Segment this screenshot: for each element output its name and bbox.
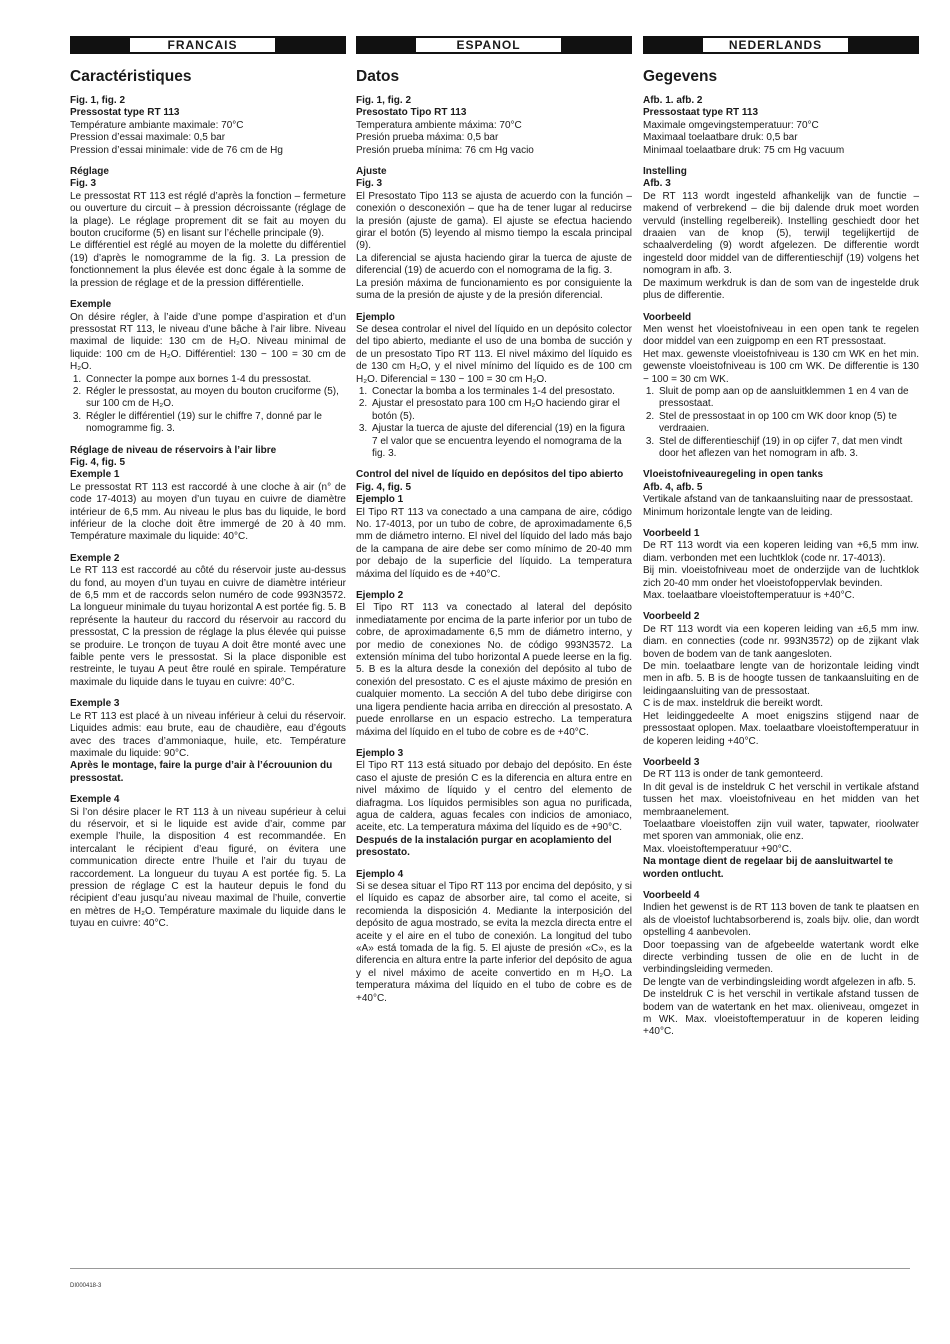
column-body: [70, 95, 346, 931]
bold-note: Na montage dient de regelaar bij de aansluitwartel te worden ontlucht.: [643, 856, 894, 880]
column-body: [643, 95, 919, 1039]
paragraph: Le pressostat RT 113 est réglé d’après la fonction – fermeture ou ouverture du circuit – à pression décroissante (réglage de la plage). Le réglage proprement dit se fait au moyen du bouton cruciforme (5) en lisant sur l’échelle principale (9).: [70, 190, 346, 240]
section-heading: Ejemplo 1: [356, 494, 404, 506]
list-item: 2. Ajustar el presostato para 100 cm H₂O haciendo girar el botón (5).: [370, 398, 632, 423]
content-section: [643, 528, 919, 602]
list-item: 3. Ajustar la tuerca de ajuste del diferencial (19) en la figura 7 el valor que se encuentra leyendo el nomograma de la fig. 3.: [370, 423, 632, 460]
numbered-list: [643, 386, 919, 460]
column-body: [356, 95, 632, 1005]
paragraph: De min. toelaatbare lengte van de horizontale leiding vindt men in afb. 5. B is de hoogte tussen de tankaansluiting en de leidingaansluiting van de pressostaat.: [643, 661, 919, 697]
paragraph: Le RT 113 est placé à un niveau inférieur à celui du réservoir. Liquides admis: eau brute, eau de chaudière, eau d’égouts avec des traces d’ammoniaque, huile, etc. Température maximale du liquide: 90°C.: [70, 710, 346, 759]
bold-note: Après le montage, faire la purge d’air à l’écrouunion du pressostat.: [70, 760, 333, 784]
section-heading: Voorbeeld 4: [643, 889, 700, 901]
paragraph: Le pressostat RT 113 est raccordé à une cloche à air (n° de code 17-4013) au moyen d’un tuyau en cuivre de diamètre intérieur de 6,5 mm. Au niveau le plus bas du liquide, le bord inférieur de la cloche doit être immergé de 20 à 40 mm. Température maximale du liquide: 40°C.: [70, 481, 346, 543]
content-section: [643, 757, 919, 881]
paragraph: In dit geval is de insteldruk C het verschil in vertikale afstand tussen het max. vloeistofniveau en het midden van het membraanelement.: [643, 781, 919, 818]
paragraph: Door toepassing van de afgebeelde watertank wordt elke directe verbinding tussen de olie en de lucht in de verbindingsleiding vermeden.: [643, 939, 919, 976]
column-espanol: [356, 36, 632, 1014]
paragraph: Toelaatbare vloeistoffen zijn vuil water, tapwater, rioolwater met sporen van ammoniak, olie enz.: [643, 818, 919, 843]
list-item: 3. Régler le différentiel (19) sur le chiffre 7, donné par le nomogramme fig. 3.: [84, 411, 346, 436]
section-heading: Voorbeeld 2: [643, 611, 700, 623]
section-title: Caractéristiques: [70, 68, 192, 85]
section-heading: Voorbeeld 3: [643, 756, 700, 768]
section-heading: Fig. 1, fig. 2: [70, 95, 126, 106]
paragraph: Si l’on désire placer le RT 113 à un niveau supérieur à celui du réservoir, et si le liquide est avide d’air, comme par exemple l’huile, la disposition 4 est recommandée. En intercalant le récipient d’eau figuré, on évitera une communication directe entre l’huile et l’air du tuyau de raccordement. La longueur du tuyau A est portée fig. 5. La pression de réglage C est la hauteur depuis le fond du récipient d’eau jusqu’au niveau maximal de l’huile, convertie en mètres de H₂O. Température maximale du liquide dans le tuyau en cuivre: 40°C.: [70, 806, 346, 930]
section-title: Gegevens: [643, 68, 718, 85]
paragraph: El Tipo RT 113 va conectado al lateral del depósito inmediatamente por encima de la parte inferior por un tubo de cobre, de aproximadamente 6,5 mm de diámetro interno, y por medio de conexiones No. de código 993N3572. La extensión mínima del tubo horizontal A puede leerse en la fig. 5. B es la altura desde la conexión del depósito al tubo de conexión del presostato. C es el ajuste máximo de presión en cualquier momento. La sección A del tubo debe dirigirse con una ligera pendiente hacia arriba en dirección al presostato. A puede enrollarse en un espacio estrecho. La temperatura máxima del líquido en el tubo de cobre es de +40°C.: [356, 602, 632, 738]
paragraph: On désire régler, à l’aide d’une pompe d’aspiration et d’un pressostat RT 113, le niveau d’une bâche à l’air libre. Niveau maximal de liquide: 130 cm de H₂O. Niveau minimal de liquide: 100 cm de H₂O. Différentiel: 130 − 100 = 30 cm de H₂O.: [70, 311, 346, 373]
column-francais: [70, 36, 346, 940]
paragraph: Max. toelaatbare vloeistoftemperatuur is +40°C.: [643, 590, 855, 602]
content-section: [70, 95, 346, 157]
language-header-bar: [643, 36, 919, 54]
paragraph: Le différentiel est réglé au moyen de la molette du différentiel (19) d’après le nomogramme de la fig. 3. La pression de fonctionnement la plus élevée est donc égale à la somme de la pression de réglage et de la pression différentielle.: [70, 240, 346, 289]
list-item: 1. Connecter la pompe aux bornes 1-4 du pressostat.: [84, 374, 346, 386]
paragraph: La presión máxima de funcionamiento es por consiguiente la suma de la presión de ajuste y de la presión diferencial.: [356, 277, 632, 302]
section-heading: Ejemplo: [356, 311, 395, 323]
language-label: FRANCAIS: [130, 38, 275, 52]
section-heading: Réglage de niveau de réservoirs à l’air libre: [70, 444, 277, 456]
paragraph: De RT 113 wordt via een koperen leiding van +6,5 mm inw. diam. verbonden met een luchtklok (code nr. 17-4013).: [643, 540, 919, 564]
section-heading: Vloeistofniveauregeling in open tanks: [643, 469, 824, 481]
language-header-bar: [70, 36, 346, 54]
section-heading: Exemple 2: [70, 552, 120, 564]
spec-lines: Maximale omgevingstemperatuur: 70°C Maximaal toelaatbare druk: 0,5 bar Minimaal toelaatbare druk: 75 cm Hg vacuum: [643, 119, 845, 156]
section-title: Datos: [356, 68, 400, 85]
paragraph: De RT 113 wordt ingesteld afhankelijk van de functie – makend of verbrekend – die bij dalende druk moet worden vervuld (instelling regelbereik). Instelling geschiedt door het draaien van de knop (5), terwijl tegelijkertijd de schaalverdeling (9) wordt afgelezen. De differentie wordt ingesteld door middel van de differentieschijf (19) volgens het nomogram in afb. 3.: [643, 190, 919, 277]
language-header-bar: [356, 36, 632, 54]
section-heading: Pressostaat type RT 113: [643, 107, 759, 119]
content-section: [70, 166, 346, 290]
paragraph: De lengte van de verbindingsleiding wordt afgelezen in afb. 5.: [643, 976, 916, 988]
paragraph: Indien het gewenst is de RT 113 boven de tank te plaatsen en als de vloeistof luchtabsorberend is, zoals bijv. olie, dan wordt opstelling 4 aanbevolen.: [643, 902, 919, 939]
section-heading: Fig. 4, fig. 5: [70, 456, 126, 468]
section-heading: Fig. 1, fig. 2: [356, 95, 412, 106]
list-item: 1. Conectar la bomba a los terminales 1-4 del presostato.: [370, 386, 632, 398]
paragraph: Se desea controlar el nivel del líquido en un depósito colector del tipo abierto, mediante el uso de una bomba de succión y de un presostato Tipo RT 113. El nivel máximo del líquido es de 130 cm H₂O, y el nivel mínimo del líquido es de 100 cm H₂O. Diferencial = 130 − 100 = 30 cm H₂O.: [356, 323, 632, 385]
paragraph: El Presostato Tipo 113 se ajusta de acuerdo con la función – conexión o desconexión – que ha de tener lugar al reducirse la presión (ajuste de gama). El ajuste se efectua haciendo girar el botón (5) leyendo al mismo tiempo la escala principal (9).: [356, 190, 632, 252]
section-heading: Exemple: [70, 299, 112, 311]
section-heading: Pressostat type RT 113: [70, 107, 180, 119]
section-heading: Control del nivel de líquido en depósitos del tipo abierto: [356, 469, 624, 481]
paragraph: De RT 113 is onder de tank gemonteerd.: [643, 769, 824, 781]
list-item: 2. Stel de pressostaat in op 100 cm WK door knop (5) te verdraaien.: [657, 411, 919, 436]
list-item: 2. Régler le pressostat, au moyen du bouton cruciforme (5), sur 100 cm de H₂O.: [84, 386, 346, 411]
section-heading: Instelling: [643, 166, 687, 178]
numbered-list: [356, 386, 632, 460]
paragraph: Vertikale afstand van de tankaansluiting naar de pressostaat.: [643, 494, 914, 506]
paragraph: De insteldruk C is het verschil in vertikale afstand tussen de bodem van de watertank en het max. olieniveau, omgezet in m WK. Max. vloeistoftemperatuur in de koperen leiding +40°C.: [643, 989, 919, 1038]
content-section: [643, 95, 919, 157]
content-section: [70, 445, 346, 544]
bold-note: Después de la instalación purgar en acoplamiento del presostato.: [356, 834, 612, 859]
content-section: [643, 469, 919, 519]
section-heading: Fig. 3: [356, 178, 383, 190]
paragraph: El Tipo RT 113 está situado por debajo del depósito. En éste caso el ajuste de presión C es la diferencia en altura entre en nivel máximo de líquido y el centro del elemento de diafragma. Los líquidos permisibles son agua no purificada, agua de caldera, aguas fecales con indicios de amoniaco, aceite, etc. La temperatura máxima del líquido es de +90°C.: [356, 760, 632, 834]
paragraph: Het max. gewenste vloeistofniveau is 130 cm WK en het min. gewenste vloeistofniveau is 100 cm WK. De differentie is 130 − 100 = 30 cm WK.: [643, 348, 919, 385]
content-section: [70, 698, 346, 785]
content-section: [70, 299, 346, 435]
paragraph: Max. vloeistoftemperatuur +90°C.: [643, 843, 792, 855]
content-section: [356, 748, 632, 860]
content-section: [70, 794, 346, 930]
paragraph: Bij min. vloeistofniveau moet de onderzijde van de luchtklok zich 20-40 mm onder het vloeistofoppervlak bevinden.: [643, 565, 919, 589]
content-section: [356, 869, 632, 1005]
section-heading: Ejemplo 4: [356, 868, 404, 880]
section-heading: Voorbeeld: [643, 311, 692, 323]
section-heading: Voorbeeld 1: [643, 528, 700, 539]
paragraph: Le RT 113 est raccordé au côté du réservoir juste au-dessus du fond, au moyen d’un tuyau en cuivre de diamètre intérieur de 6,5 mm et de raccords selon numéro de code 993N3572. La longueur minimale du tuyau horizontal A est portée fig. 5. B représente la hauteur du raccord du réservoir au raccord du pressostat, C la pression de réglage la plus élevée qui puisse se produire. Le tronçon de tuyau A doit être monté avec une faible pente vers le pressostat. Si la place disponible est restreinte, le tuyau A peut être roulé en spirale. Température maximale du liquide dans le tuyau en cuivre: 40°C.: [70, 565, 346, 688]
language-label: ESPANOL: [416, 38, 561, 52]
section-heading: Exemple 4: [70, 794, 120, 806]
section-heading: Afb. 3: [643, 178, 671, 190]
content-section: [643, 312, 919, 461]
content-section: [356, 590, 632, 739]
section-heading: Exemple 3: [70, 698, 120, 710]
list-item: 1. Sluit de pomp aan op de aansluitklemmen 1 en 4 van de pressostaat.: [657, 386, 919, 411]
section-heading: Afb. 4, afb. 5: [643, 481, 703, 493]
section-heading: Presostato Tipo RT 113: [356, 107, 467, 119]
spec-lines: Température ambiante maximale: 70°C Pression d’essai maximale: 0,5 bar Pression d’essai minimale: vide de 76 cm de Hg: [70, 119, 283, 156]
paragraph: Si se desea situar el Tipo RT 113 por encima del depósito, y si el líquido es capaz de absorber aire, tal como el aceite, si recomienda la disposición 4. Mediante la interposición del depósito de agua mostrado, se evita la mezcla directa entre el aceite y el aire en el tubo de conexión. La longitud del tubo «A» está tomada de la fig. 5. El ajuste de presión «C», es la diferencia en altura entre la parte inferior del depósito de agua y el nivel máximo de aceite convertido en m H₂O. La temperatura máxima del líquido en el tubo de cobre es de +40°C.: [356, 880, 632, 1004]
content-section: [643, 166, 919, 302]
paragraph: De maximum werkdruk is dan de som van de ingestelde druk plus de differentie.: [643, 277, 919, 302]
paragraph: C is de max. insteldruk die bereikt wordt.: [643, 698, 824, 710]
section-heading: Fig. 4, fig. 5: [356, 481, 412, 493]
paragraph: Men wenst het vloeistofniveau in een open tank te regelen door middel van een zuigpomp en een RT pressostaat.: [643, 323, 919, 348]
section-heading: Ajuste: [356, 166, 387, 178]
content-section: [356, 166, 632, 302]
spec-lines: Temperatura ambiente máxima: 70°C Presión prueba máxima: 0,5 bar Presión prueba mínima: 76 cm Hg vacio: [356, 119, 534, 156]
section-heading: Exemple 1: [70, 469, 120, 481]
section-heading: Fig. 3: [70, 178, 97, 190]
section-heading: Afb. 1. afb. 2: [643, 95, 703, 106]
content-section: [356, 312, 632, 461]
content-section: [356, 469, 632, 581]
paragraph: Het leidinggedeelte A moet enigszins stijgend naar de pressostaat oplopen. Max. toelaatbare vloeistoftemperatuur in de koperen leiding +40°C.: [643, 710, 919, 747]
section-heading: Réglage: [70, 166, 109, 178]
content-section: [643, 611, 919, 747]
list-item: 3. Stel de differentieschijf (19) in op cijfer 7, dat men vindt door het aflezen van het nomogram in afb. 3.: [657, 436, 919, 461]
content-section: [356, 95, 632, 157]
paragraph: Minimum horizontale lengte van de leiding.: [643, 506, 833, 518]
document-code: DI000418-3: [70, 1283, 102, 1289]
section-heading: Ejemplo 2: [356, 590, 404, 602]
paragraph: La diferencial se ajusta haciendo girar la tuerca de ajuste de diferencial (19) de acuerdo con el nomograma de la fig. 3.: [356, 252, 632, 277]
language-label: NEDERLANDS: [703, 38, 848, 52]
footer-rule: [70, 1268, 910, 1269]
section-heading: Ejemplo 3: [356, 747, 404, 759]
column-nederlands: [643, 36, 919, 1048]
content-section: [70, 553, 346, 689]
paragraph: De RT 113 wordt via een koperen leiding van ±6,5 mm inw. diam. en connecties (code nr. 993N3572) op de zijkant vlak boven de bodem van de tank aangesloten.: [643, 623, 919, 660]
content-section: [643, 890, 919, 1039]
paragraph: El Tipo RT 113 va conectado a una campana de aire, código No. 17-4013, por un tubo de cobre, de aproximadamente 6,5 mm de diámetro interno. El nivel del líquido del lado más bajo de la campana de aire debe ser como mínimo de 20-40 mm por debajo de la superficie del líquido. La temperatura máxima del líquido es de +40°C.: [356, 506, 632, 580]
numbered-list: [70, 374, 346, 436]
